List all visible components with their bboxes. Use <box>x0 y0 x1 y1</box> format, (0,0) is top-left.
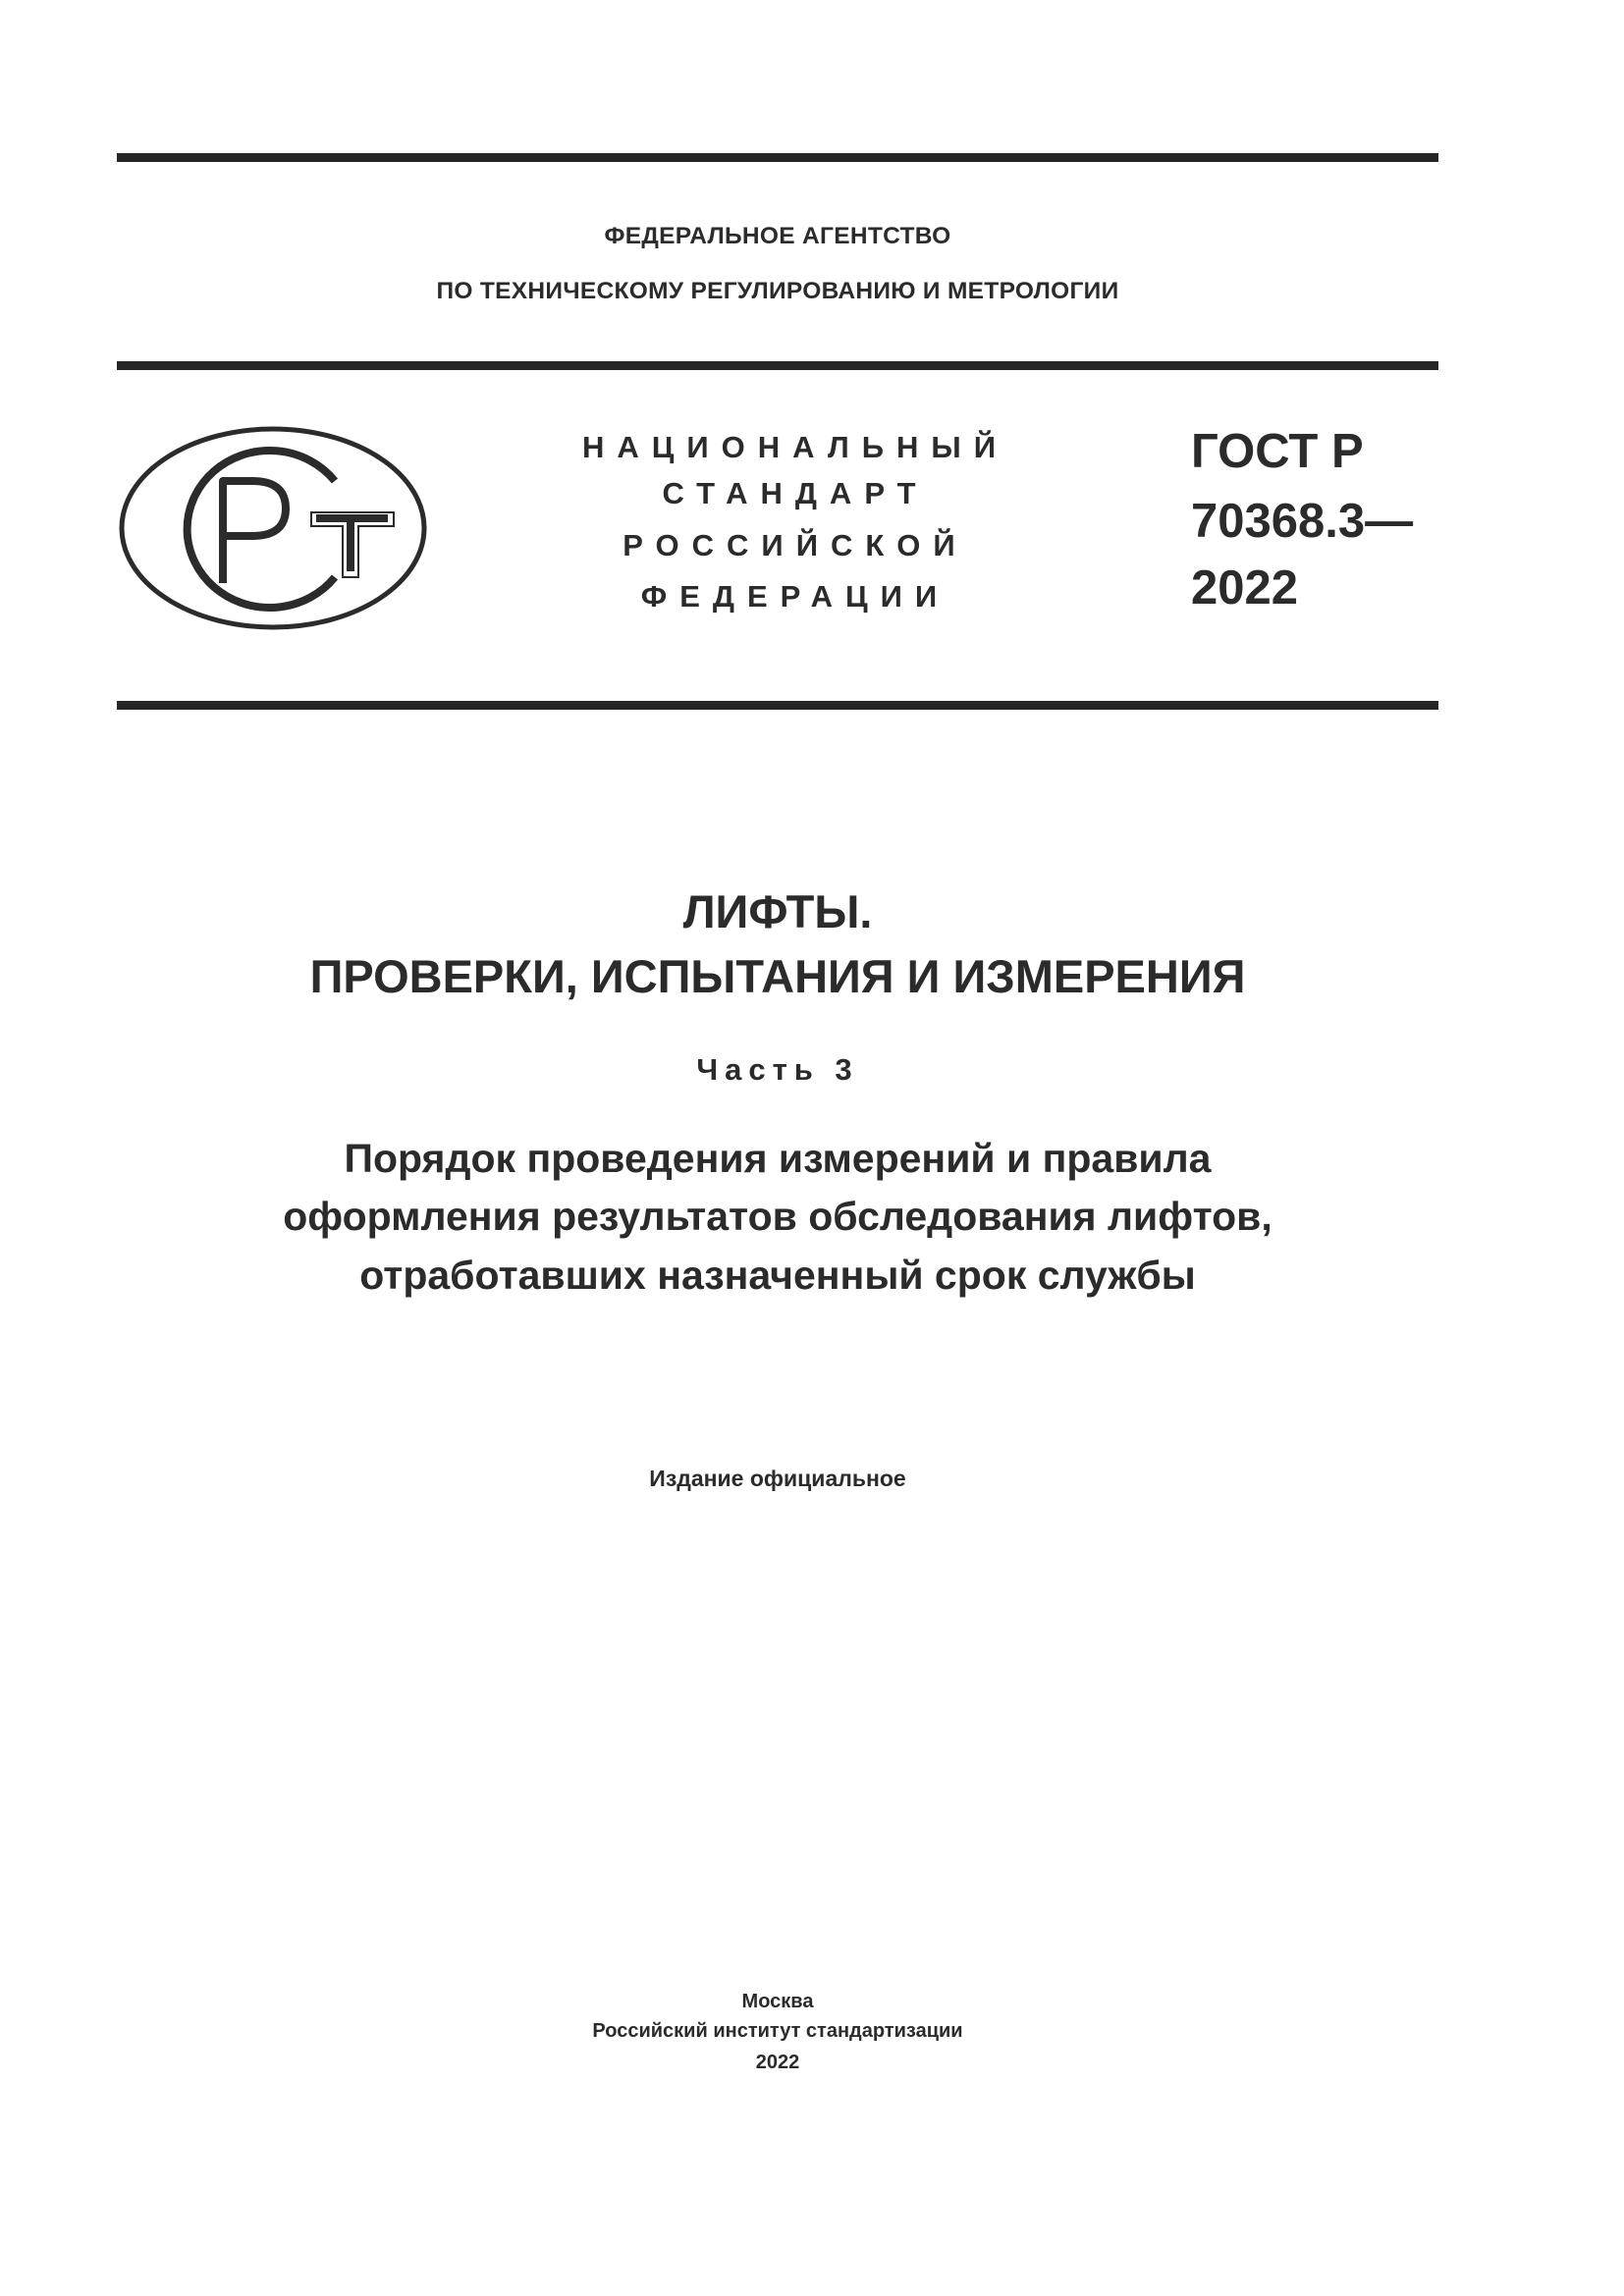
agency-name-line-1: ФЕДЕРАЛЬНОЕ АГЕНТСТВО <box>604 223 951 249</box>
logo-c-letter <box>188 451 335 608</box>
document-title-line-1: ЛИФТЫ. <box>682 885 873 937</box>
gost-designation-line-3: 2022 <box>1191 561 1299 614</box>
header-rule <box>117 361 1438 370</box>
rst-logo-icon <box>117 424 429 632</box>
header-bottom-rule <box>117 701 1438 710</box>
national-standard-line-2: СТАНДАРТ <box>662 476 929 510</box>
gost-designation-line-1: ГОСТ Р <box>1191 425 1364 478</box>
national-standard-line-3: РОССИЙСКОЙ <box>623 528 968 562</box>
document-title-line-2: ПРОВЕРКИ, ИСПЫТАНИЯ И ИЗМЕРЕНИЯ <box>309 950 1246 1002</box>
document-subtitle-line-3: отработавших назначенный срок службы <box>359 1253 1196 1298</box>
gost-designation-line-2: 70368.3— <box>1191 495 1414 548</box>
national-standard-line-4: ФЕДЕРАЦИИ <box>640 579 950 614</box>
publication-year: 2022 <box>755 2052 800 2073</box>
document-subtitle-line-1: Порядок проведения измерений и правила <box>344 1136 1212 1181</box>
top-rule <box>117 153 1438 162</box>
logo-p-letter <box>223 481 286 583</box>
publisher-institute: Российский институт стандартизации <box>592 2020 963 2042</box>
agency-name-line-2: ПО ТЕХНИЧЕСКОМУ РЕГУЛИРОВАНИЮ И МЕТРОЛОГИИ <box>436 278 1119 304</box>
national-standard-line-1: НАЦИОНАЛЬНЫЙ <box>581 430 1009 464</box>
document-part: Часть 3 <box>696 1052 859 1087</box>
edition-label: Издание официальное <box>649 1466 906 1491</box>
document-subtitle-line-2: оформления результатов обследования лифтов, <box>283 1194 1272 1239</box>
publisher-city: Москва <box>741 1991 814 2012</box>
